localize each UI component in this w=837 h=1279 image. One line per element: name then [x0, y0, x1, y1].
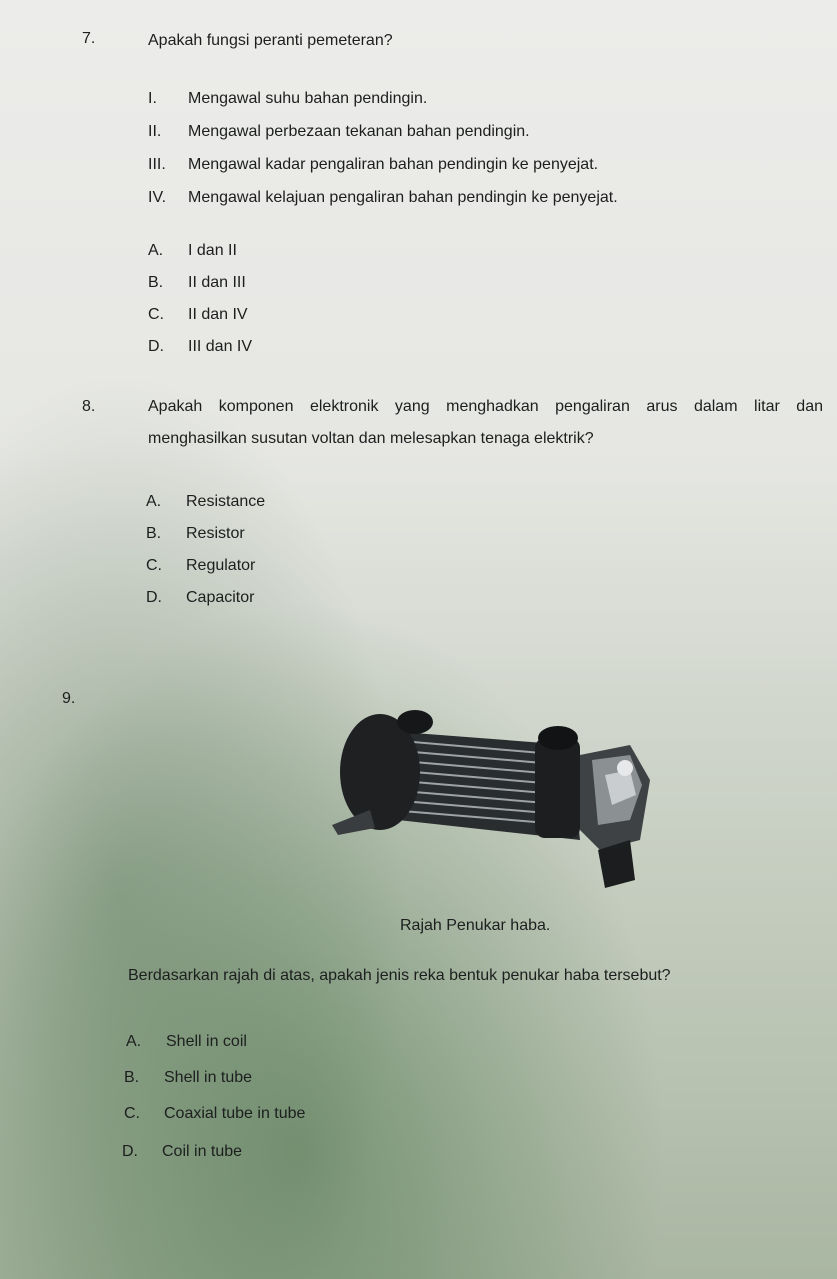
- option-letter: C.: [146, 557, 162, 574]
- q9-number: 9.: [62, 690, 76, 707]
- option-letter: B.: [146, 525, 162, 542]
- q7-option-a[interactable]: [148, 242, 237, 260]
- q8-number: 8.: [82, 398, 96, 415]
- q8-option-a[interactable]: [146, 493, 265, 511]
- option-letter: C.: [148, 306, 164, 323]
- option-text: Regulator: [186, 557, 256, 574]
- statement-text: Mengawal suhu bahan pendingin.: [188, 90, 428, 107]
- q9-option-d[interactable]: [122, 1143, 242, 1161]
- q7-option-c[interactable]: [148, 306, 248, 324]
- roman-numeral: III.: [148, 156, 166, 173]
- option-text: Resistor: [186, 525, 245, 542]
- q8-option-b[interactable]: [146, 525, 245, 543]
- statement-text: Mengawal kadar pengaliran bahan pendingin ke penyejat.: [188, 156, 599, 173]
- q8-option-d[interactable]: [146, 589, 254, 607]
- heat-exchanger-image: [330, 700, 660, 895]
- q7-option-d[interactable]: [148, 338, 252, 356]
- option-text: II dan III: [188, 274, 246, 291]
- roman-numeral: II.: [148, 123, 162, 140]
- q7-statement-3: [148, 156, 598, 174]
- statement-text: Mengawal perbezaan tekanan bahan pendingin.: [188, 123, 530, 140]
- option-letter: B.: [124, 1069, 140, 1086]
- option-text: I dan II: [188, 242, 237, 259]
- figure-caption: Rajah Penukar haba.: [400, 917, 551, 934]
- option-letter: A.: [148, 242, 164, 259]
- option-text: Capacitor: [186, 589, 255, 606]
- option-letter: B.: [148, 274, 164, 291]
- option-letter: D.: [148, 338, 164, 355]
- q7-option-b[interactable]: [148, 274, 246, 292]
- option-text: Coil in tube: [162, 1143, 243, 1160]
- option-text: Shell in tube: [164, 1069, 253, 1086]
- q8-question-line-1: Apakah komponen elektronik yang menghadkan pengaliran arus dalam litar dan: [148, 398, 823, 415]
- q7-statement-1: [148, 90, 427, 108]
- option-letter: D.: [146, 589, 162, 606]
- option-letter: A.: [146, 493, 162, 510]
- option-letter: C.: [124, 1105, 140, 1122]
- q8-option-c[interactable]: [146, 557, 255, 575]
- option-text: II dan IV: [188, 306, 248, 323]
- statement-text: Mengawal kelajuan pengaliran bahan pendingin ke penyejat.: [188, 189, 618, 206]
- option-text: Resistance: [186, 493, 266, 510]
- option-letter: D.: [122, 1143, 138, 1160]
- q8-question-line-2: menghasilkan susutan voltan dan melesapkan tenaga elektrik?: [148, 430, 594, 447]
- q9-option-c[interactable]: [124, 1105, 305, 1123]
- q7-number: 7.: [82, 30, 96, 47]
- option-text: Shell in coil: [166, 1033, 247, 1050]
- q9-option-b[interactable]: [124, 1069, 252, 1087]
- q7-question: Apakah fungsi peranti pemeteran?: [148, 32, 393, 49]
- option-letter: A.: [126, 1033, 142, 1050]
- roman-numeral: IV.: [148, 189, 167, 206]
- option-text: III dan IV: [188, 338, 253, 355]
- q7-statement-2: [148, 123, 530, 141]
- q7-statement-4: [148, 189, 618, 207]
- q9-option-a[interactable]: [126, 1033, 247, 1051]
- option-text: Coaxial tube in tube: [164, 1105, 306, 1122]
- q9-question: Berdasarkan rajah di atas, apakah jenis reka bentuk penukar haba tersebut?: [128, 967, 671, 984]
- roman-numeral: I.: [148, 90, 157, 107]
